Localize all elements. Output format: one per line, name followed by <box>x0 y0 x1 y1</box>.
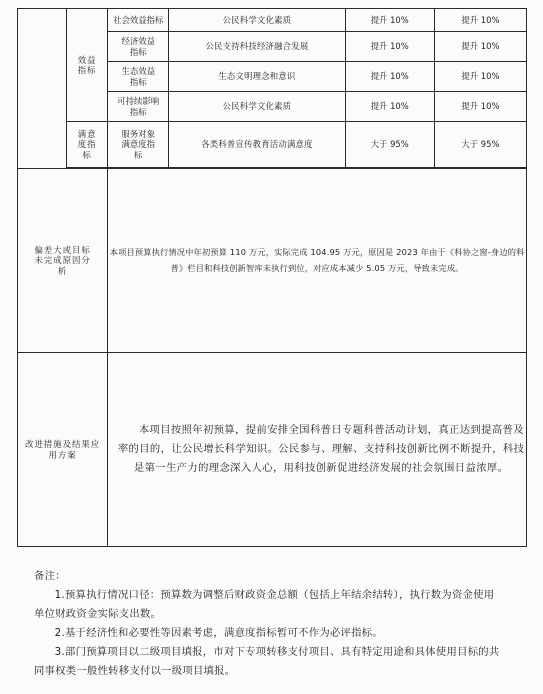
note-item: 3.部门预算项目以二级项目填报，市对下专项转移支付项目、具有特定用途和具体使用目标的共同事权类一般性转移支付以一级项目填报。 <box>34 646 500 678</box>
category-benefit-label: 效益指标 <box>77 54 97 75</box>
improvement-label-text: 改进措施及结果应用方案 <box>25 439 101 460</box>
note-item: 1.预算执行情况口径：预算数为调整后财政资金总额（包括上年结余结转），执行数为资金使用单位财政资金实际支出数。 <box>34 589 495 621</box>
actual-cell: 提升 10% <box>434 92 526 122</box>
category-satisfaction <box>67 122 108 168</box>
actual-cell: 大于 95% <box>434 122 526 168</box>
category-benefit <box>67 9 108 122</box>
actual-cell: 提升 10% <box>434 9 526 32</box>
indicator-cell: 各类科普宣传教育活动满意度 <box>169 122 345 168</box>
table-row <box>18 9 527 32</box>
actual-cell: 提升 10% <box>434 32 526 62</box>
notes-section <box>34 567 504 681</box>
actual-cell: 提升 10% <box>434 62 526 92</box>
target-cell: 提升 10% <box>345 9 434 32</box>
deviation-text: 本项目预算执行情况中年初预算 110 万元，实际完成 104.95 万元，原因是 2023 年由于《科协之窗-身边的科普》栏目和科技创新智库未执行到位，对应成本减少 5.05 万元，导致未完成。 <box>109 246 525 273</box>
performance-table <box>17 8 527 547</box>
category-satisfaction-label: 满意度指标 <box>77 128 97 160</box>
indicator-cell: 公民科学文化素质 <box>169 92 345 122</box>
deviation-text-cell <box>108 169 527 353</box>
subcategory-cell: 生态效益指标 <box>108 62 169 92</box>
target-cell: 提升 10% <box>345 32 434 62</box>
deviation-label-text: 偏差大或目标未完成原因分析 <box>34 244 91 276</box>
target-cell: 提升 10% <box>345 62 434 92</box>
improvement-row <box>18 353 527 547</box>
note-item: 2.基于经济性和必要性等因素考虑，满意度指标暂可不作为必评指标。 <box>54 627 383 640</box>
improvement-text: 本项目按照年初预算，提前安排全国科普日专题科普活动计划，真正达到提高普及率的目的，让公民增长科学知识。公民参与、理解、支持科技创新比例不断提升，科技是第一生产力的理念深入人心，用科技创新促进经济发展的社会氛围日益浓厚。 <box>117 423 525 475</box>
blank-outer-cell <box>18 9 67 169</box>
subcategory-cell: 服务对象满意度指标 <box>108 122 169 168</box>
deviation-row <box>18 169 527 353</box>
indicator-cell: 公民支持科技经济融合发展 <box>169 32 345 62</box>
table-row <box>18 122 527 168</box>
subcategory-cell: 经济效益指标 <box>108 32 169 62</box>
indicator-cell: 生态文明理念和意识 <box>169 62 345 92</box>
improvement-label <box>18 353 108 547</box>
subcategory-cell: 社会效益指标 <box>108 9 169 32</box>
notes-title: 备注： <box>34 570 66 582</box>
deviation-label <box>18 169 108 353</box>
target-cell: 大于 95% <box>345 122 434 168</box>
subcategory-cell: 可持续影响指标 <box>108 92 169 122</box>
indicator-cell: 公民科学文化素质 <box>169 9 345 32</box>
improvement-text-cell <box>108 353 527 547</box>
target-cell: 提升 10% <box>345 92 434 122</box>
